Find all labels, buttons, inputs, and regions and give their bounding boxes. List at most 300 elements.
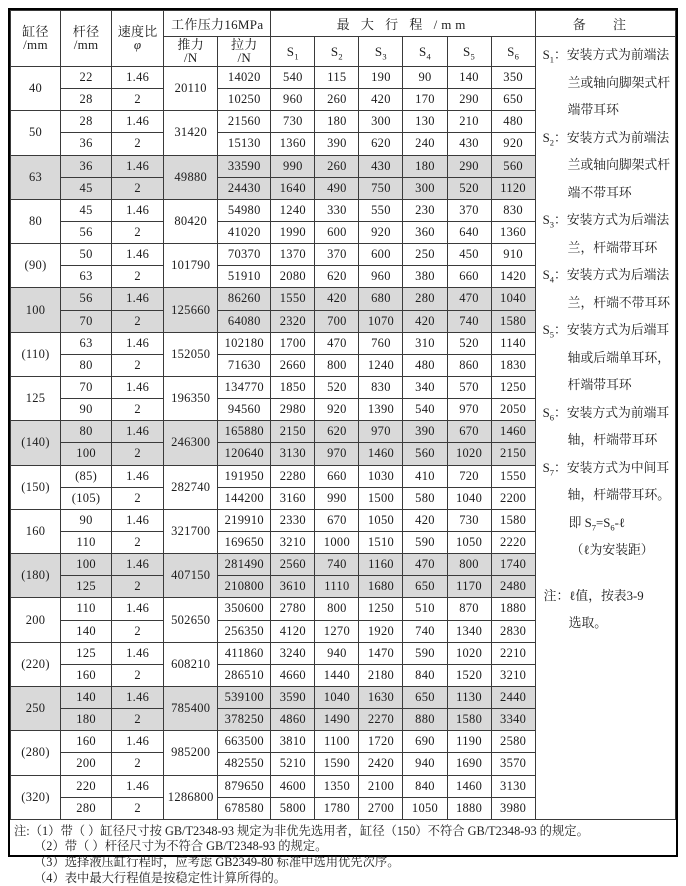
stroke-cell-s6: 2830 — [491, 620, 535, 642]
pull-cell: 663500 — [218, 731, 271, 753]
ratio-cell: 1.46 — [112, 598, 164, 620]
stroke-cell-s5: 660 — [447, 266, 491, 288]
cylinder-spec-table — [10, 10, 676, 820]
stroke-cell-s3: 1500 — [359, 487, 403, 509]
stroke-cell-s4: 240 — [403, 133, 447, 155]
pull-header-label: 拉力 — [230, 37, 258, 52]
stroke-cell-s6: 1580 — [491, 509, 535, 531]
pull-cell: 219910 — [218, 509, 271, 531]
pull-cell: 678580 — [218, 797, 271, 819]
stroke-cell-s2: 260 — [315, 155, 359, 177]
stroke-cell-s4: 90 — [403, 67, 447, 89]
thrust-cell: 101790 — [164, 244, 218, 288]
rod-cell: 28 — [61, 111, 112, 133]
bore-cell: (90) — [11, 244, 61, 288]
stroke-cell-s4: 880 — [403, 709, 447, 731]
thrust-cell: 49880 — [164, 155, 218, 199]
pull-cell: 144200 — [218, 487, 271, 509]
bore-cell: 63 — [11, 155, 61, 199]
rod-cell: 70 — [61, 310, 112, 332]
thrust-cell: 785400 — [164, 686, 218, 730]
stroke-cell-s5: 430 — [447, 133, 491, 155]
rod-cell: 110 — [61, 531, 112, 553]
stroke-cell-s6: 1040 — [491, 288, 535, 310]
stroke-cell-s5: 290 — [447, 155, 491, 177]
stroke-cell-s3: 1460 — [359, 443, 403, 465]
bore-cell: (220) — [11, 642, 61, 686]
thrust-cell: 246300 — [164, 421, 218, 465]
stroke-cell-s3: 750 — [359, 177, 403, 199]
thrust-cell: 502650 — [164, 598, 218, 642]
stroke-cell-s4: 940 — [403, 753, 447, 775]
stroke-cell-s4: 340 — [403, 376, 447, 398]
stroke-cell-s3: 1470 — [359, 642, 403, 664]
stroke-cell-s5: 290 — [447, 89, 491, 111]
stroke-cell-s2: 330 — [315, 199, 359, 221]
pull-cell: 94560 — [218, 399, 271, 421]
pull-cell: 256350 — [218, 620, 271, 642]
stroke-cell-s6: 1360 — [491, 221, 535, 243]
stroke-cell-s2: 370 — [315, 244, 359, 266]
stroke-cell-s2: 1780 — [315, 797, 359, 819]
bore-cell: 80 — [11, 199, 61, 243]
stroke-cell-s4: 420 — [403, 509, 447, 531]
stroke-cell-s4: 180 — [403, 155, 447, 177]
stroke-cell-s6: 1250 — [491, 376, 535, 398]
bore-cell: 125 — [11, 376, 61, 420]
stroke-cell-s5: 860 — [447, 354, 491, 376]
stroke-cell-s2: 420 — [315, 288, 359, 310]
ratio-cell: 1.46 — [112, 67, 164, 89]
thrust-header-label: 推力 — [177, 37, 205, 52]
pull-cell: 71630 — [218, 354, 271, 376]
stroke-cell-s1: 1360 — [271, 133, 315, 155]
stroke-cell-s2: 1490 — [315, 709, 359, 731]
ratio-cell: 2 — [112, 266, 164, 288]
stroke-cell-s1: 1990 — [271, 221, 315, 243]
stroke-cell-s5: 1690 — [447, 753, 491, 775]
rod-cell: 56 — [61, 288, 112, 310]
bore-cell: 40 — [11, 67, 61, 111]
ratio-cell: 1.46 — [112, 554, 164, 576]
ratio-cell: 1.46 — [112, 288, 164, 310]
ratio-cell: 1.46 — [112, 509, 164, 531]
bore-header-label: 缸径 — [22, 24, 49, 39]
pull-cell: 70370 — [218, 244, 271, 266]
ratio-cell: 1.46 — [112, 155, 164, 177]
ratio-cell: 1.46 — [112, 376, 164, 398]
remark-item: $S_7$：安装方式为中间耳轴，杆端带耳环。 — [542, 460, 671, 502]
stroke-cell-s6: 3980 — [491, 797, 535, 819]
stroke-cell-s2: 1440 — [315, 664, 359, 686]
rod-header-unit: /mm — [73, 37, 99, 52]
stroke-cell-s5: 1580 — [447, 709, 491, 731]
stroke-cell-s1: 2660 — [271, 354, 315, 376]
stroke-cell-s2: 1590 — [315, 753, 359, 775]
stroke-cell-s2: 800 — [315, 598, 359, 620]
stroke-cell-s1: 5210 — [271, 753, 315, 775]
stroke-cell-s1: 2150 — [271, 421, 315, 443]
stroke-cell-s5: 1130 — [447, 686, 491, 708]
stroke-cell-s1: 2280 — [271, 465, 315, 487]
stroke-cell-s3: 1030 — [359, 465, 403, 487]
ratio-cell: 2 — [112, 531, 164, 553]
rod-cell: 63 — [61, 332, 112, 354]
stroke-cell-s5: 570 — [447, 376, 491, 398]
stroke-cell-s4: 170 — [403, 89, 447, 111]
stroke-cell-s4: 420 — [403, 310, 447, 332]
stroke-cell-s5: 870 — [447, 598, 491, 620]
stroke-cell-s2: 620 — [315, 421, 359, 443]
remark-note — [543, 583, 672, 638]
stroke-cell-s3: 1720 — [359, 731, 403, 753]
pull-cell: 539100 — [218, 686, 271, 708]
thrust-cell: 80420 — [164, 199, 218, 243]
stroke-cell-s5: 1460 — [447, 775, 491, 797]
stroke-cell-s4: 840 — [403, 775, 447, 797]
stroke-cell-s6: 480 — [491, 111, 535, 133]
stroke-cell-s3: 760 — [359, 332, 403, 354]
stroke-cell-s6: 2050 — [491, 399, 535, 421]
col-header-stroke: 最 大 行 程 /mm — [271, 11, 535, 37]
stroke-cell-s3: 1390 — [359, 399, 403, 421]
stroke-cell-s3: 1630 — [359, 686, 403, 708]
stroke-cell-s5: 450 — [447, 244, 491, 266]
stroke-cell-s1: 2330 — [271, 509, 315, 531]
stroke-cell-s5: 640 — [447, 221, 491, 243]
bore-cell: (320) — [11, 775, 61, 819]
ratio-cell: 1.46 — [112, 731, 164, 753]
stroke-cell-s6: 1460 — [491, 421, 535, 443]
rod-cell: 36 — [61, 133, 112, 155]
stroke-cell-s4: 250 — [403, 244, 447, 266]
stroke-cell-s3: 2100 — [359, 775, 403, 797]
rod-cell: 50 — [61, 244, 112, 266]
stroke-cell-s1: 4600 — [271, 775, 315, 797]
footnote-line: （3）选择液压缸行程时，应考虑 GB2349-80 标准中选用优先次序。 — [34, 854, 400, 869]
stroke-cell-s2: 1110 — [315, 576, 359, 598]
stroke-cell-s1: 2320 — [271, 310, 315, 332]
stroke-cell-s3: 680 — [359, 288, 403, 310]
stroke-cell-s6: 2580 — [491, 731, 535, 753]
stroke-cell-s6: 1830 — [491, 354, 535, 376]
stroke-cell-s6: 830 — [491, 199, 535, 221]
pull-cell: 378250 — [218, 709, 271, 731]
ratio-cell: 1.46 — [112, 642, 164, 664]
thrust-cell: 985200 — [164, 731, 218, 775]
stroke-cell-s6: 1580 — [491, 310, 535, 332]
rod-cell: 200 — [61, 753, 112, 775]
stroke-cell-s5: 1020 — [447, 642, 491, 664]
stroke-cell-s4: 560 — [403, 443, 447, 465]
stroke-cell-s4: 230 — [403, 199, 447, 221]
stroke-cell-s5: 720 — [447, 465, 491, 487]
stroke-cell-s1: 2980 — [271, 399, 315, 421]
pull-cell: 120640 — [218, 443, 271, 465]
rod-cell: 160 — [61, 731, 112, 753]
stroke-cell-s3: 1510 — [359, 531, 403, 553]
stroke-cell-s4: 380 — [403, 266, 447, 288]
ratio-cell: 2 — [112, 576, 164, 598]
stroke-cell-s5: 1050 — [447, 531, 491, 553]
remark-item: $S_4$：安装方式为后端法兰，杆端不带耳环 — [542, 268, 671, 310]
stroke-cell-s1: 2780 — [271, 598, 315, 620]
rod-cell: 140 — [61, 686, 112, 708]
col-header-s5: $S_5$ — [447, 37, 491, 67]
stroke-cell-s4: 650 — [403, 686, 447, 708]
stroke-cell-s5: 1020 — [447, 443, 491, 465]
thrust-cell: 608210 — [164, 642, 218, 686]
stroke-cell-s5: 670 — [447, 421, 491, 443]
pull-cell: 54980 — [218, 199, 271, 221]
rod-cell: 220 — [61, 775, 112, 797]
pull-cell: 51910 — [218, 266, 271, 288]
stroke-cell-s5: 520 — [447, 332, 491, 354]
bore-cell: 100 — [11, 288, 61, 332]
stroke-cell-s2: 490 — [315, 177, 359, 199]
stroke-cell-s1: 4660 — [271, 664, 315, 686]
ratio-cell: 1.46 — [112, 332, 164, 354]
stroke-cell-s2: 670 — [315, 509, 359, 531]
stroke-cell-s4: 470 — [403, 554, 447, 576]
bore-cell: 50 — [11, 111, 61, 155]
stroke-cell-s6: 1120 — [491, 177, 535, 199]
rod-cell: 110 — [61, 598, 112, 620]
footnote-line: （2）带（ ）杆径尺寸为不符合 GB/T2348-93 的规定。 — [34, 839, 328, 854]
stroke-cell-s1: 2080 — [271, 266, 315, 288]
bore-cell: (280) — [11, 731, 61, 775]
stroke-cell-s3: 1920 — [359, 620, 403, 642]
rod-cell: 180 — [61, 709, 112, 731]
stroke-cell-s2: 600 — [315, 221, 359, 243]
pull-cell: 482550 — [218, 753, 271, 775]
pull-cell: 15130 — [218, 133, 271, 155]
stroke-cell-s1: 4860 — [271, 709, 315, 731]
stroke-cell-s6: 1550 — [491, 465, 535, 487]
col-header-s3: $S_3$ — [359, 37, 403, 67]
bore-cell: (180) — [11, 554, 61, 598]
col-header-s6: $S_6$ — [491, 37, 535, 67]
ratio-cell: 1.46 — [112, 686, 164, 708]
stroke-cell-s5: 740 — [447, 310, 491, 332]
col-header-remarks: 备 注 — [535, 11, 675, 37]
stroke-cell-s2: 620 — [315, 266, 359, 288]
stroke-cell-s1: 960 — [271, 89, 315, 111]
thrust-cell: 20110 — [164, 67, 218, 111]
ratio-cell: 2 — [112, 310, 164, 332]
pull-cell: 134770 — [218, 376, 271, 398]
pull-cell: 10250 — [218, 89, 271, 111]
stroke-cell-s4: 310 — [403, 332, 447, 354]
ratio-cell: 2 — [112, 89, 164, 111]
stroke-cell-s1: 4120 — [271, 620, 315, 642]
stroke-cell-s5: 970 — [447, 399, 491, 421]
ratio-cell: 2 — [112, 221, 164, 243]
ratio-cell: 1.46 — [112, 244, 164, 266]
stroke-cell-s1: 1850 — [271, 376, 315, 398]
document-sheet — [8, 8, 678, 885]
stroke-cell-s6: 2200 — [491, 487, 535, 509]
stroke-cell-s6: 1420 — [491, 266, 535, 288]
ratio-cell: 2 — [112, 753, 164, 775]
stroke-cell-s5: 370 — [447, 199, 491, 221]
thrust-cell: 31420 — [164, 111, 218, 155]
pull-cell: 102180 — [218, 332, 271, 354]
rod-cell: 140 — [61, 620, 112, 642]
rod-header-label: 杆径 — [72, 24, 100, 39]
stroke-cell-s3: 420 — [359, 89, 403, 111]
stroke-cell-s3: 620 — [359, 133, 403, 155]
stroke-cell-s2: 260 — [315, 89, 359, 111]
ratio-cell: 2 — [112, 797, 164, 819]
stroke-cell-s3: 1240 — [359, 354, 403, 376]
stroke-cell-s6: 350 — [491, 67, 535, 89]
thrust-cell: 196350 — [164, 376, 218, 420]
rod-cell: 280 — [61, 797, 112, 819]
remark-item: $S_2$：安装方式为前端法兰或轴向脚架式杆端不带耳环 — [542, 130, 671, 200]
ratio-cell: 1.46 — [112, 111, 164, 133]
rod-cell: 90 — [61, 399, 112, 421]
remark-item: $S_1$：安装方式为前端法兰或轴向脚架式杆端带耳环 — [542, 48, 671, 117]
col-header-s1: $S_1$ — [271, 37, 315, 67]
stroke-cell-s4: 580 — [403, 487, 447, 509]
thrust-cell: 282740 — [164, 465, 218, 509]
col-header-ratio — [112, 11, 164, 67]
ratio-cell: 2 — [112, 354, 164, 376]
stroke-cell-s3: 1160 — [359, 554, 403, 576]
stroke-cell-s2: 1270 — [315, 620, 359, 642]
stroke-cell-s2: 920 — [315, 399, 359, 421]
stroke-cell-s3: 190 — [359, 67, 403, 89]
stroke-cell-s6: 2210 — [491, 642, 535, 664]
rod-cell: (85) — [61, 465, 112, 487]
thrust-cell: 152050 — [164, 332, 218, 376]
stroke-cell-s3: 550 — [359, 199, 403, 221]
stroke-cell-s4: 510 — [403, 598, 447, 620]
stroke-cell-s3: 1050 — [359, 509, 403, 531]
rod-cell: 22 — [61, 67, 112, 89]
stroke-cell-s3: 1070 — [359, 310, 403, 332]
stroke-cell-s2: 660 — [315, 465, 359, 487]
pull-cell: 64080 — [218, 310, 271, 332]
pull-cell: 24430 — [218, 177, 271, 199]
stroke-cell-s4: 360 — [403, 221, 447, 243]
stroke-cell-s2: 520 — [315, 376, 359, 398]
stroke-cell-s5: 210 — [447, 111, 491, 133]
stroke-cell-s1: 1370 — [271, 244, 315, 266]
pull-cell: 286510 — [218, 664, 271, 686]
rod-cell: 80 — [61, 421, 112, 443]
ratio-cell: 2 — [112, 443, 164, 465]
bore-cell: 250 — [11, 686, 61, 730]
stroke-cell-s2: 700 — [315, 310, 359, 332]
stroke-cell-s1: 3590 — [271, 686, 315, 708]
rod-cell: 160 — [61, 664, 112, 686]
ratio-cell: 2 — [112, 709, 164, 731]
stroke-cell-s2: 470 — [315, 332, 359, 354]
pull-cell: 879650 — [218, 775, 271, 797]
stroke-cell-s3: 1680 — [359, 576, 403, 598]
stroke-cell-s5: 1040 — [447, 487, 491, 509]
rod-cell: 36 — [61, 155, 112, 177]
stroke-cell-s3: 920 — [359, 221, 403, 243]
pull-cell: 411860 — [218, 642, 271, 664]
stroke-cell-s2: 1040 — [315, 686, 359, 708]
stroke-cell-s4: 1050 — [403, 797, 447, 819]
col-header-s2: $S_2$ — [315, 37, 359, 67]
rod-cell: 90 — [61, 509, 112, 531]
stroke-cell-s3: 430 — [359, 155, 403, 177]
stroke-cell-s2: 1100 — [315, 731, 359, 753]
rod-cell: 125 — [61, 576, 112, 598]
stroke-cell-s6: 2220 — [491, 531, 535, 553]
thrust-cell: 1286800 — [164, 775, 218, 819]
stroke-cell-s5: 140 — [447, 67, 491, 89]
remark-formula-line: （ℓ为安装距） — [570, 543, 654, 557]
pull-cell: 350600 — [218, 598, 271, 620]
stroke-cell-s3: 2270 — [359, 709, 403, 731]
stroke-cell-s2: 940 — [315, 642, 359, 664]
footnotes — [10, 820, 676, 886]
stroke-cell-s1: 1700 — [271, 332, 315, 354]
thrust-cell: 321700 — [164, 509, 218, 553]
stroke-cell-s5: 800 — [447, 554, 491, 576]
stroke-cell-s2: 970 — [315, 443, 359, 465]
stroke-cell-s6: 920 — [491, 133, 535, 155]
stroke-cell-s5: 1520 — [447, 664, 491, 686]
rod-cell: 45 — [61, 177, 112, 199]
stroke-cell-s1: 3210 — [271, 531, 315, 553]
stroke-cell-s5: 730 — [447, 509, 491, 531]
stroke-cell-s1: 1640 — [271, 177, 315, 199]
stroke-cell-s2: 800 — [315, 354, 359, 376]
ratio-cell: 2 — [112, 620, 164, 642]
stroke-cell-s6: 910 — [491, 244, 535, 266]
stroke-cell-s4: 480 — [403, 354, 447, 376]
rod-cell: 100 — [61, 443, 112, 465]
remark-note-line: 注：ℓ值，按表3-9 — [543, 588, 644, 603]
rod-cell: 56 — [61, 221, 112, 243]
col-header-pressure: 工作压力16MPa — [164, 11, 271, 37]
stroke-cell-s1: 5800 — [271, 797, 315, 819]
ratio-header-label: 速度比 — [117, 24, 158, 39]
stroke-cell-s4: 690 — [403, 731, 447, 753]
ratio-cell: 1.46 — [112, 199, 164, 221]
stroke-cell-s1: 3160 — [271, 487, 315, 509]
remark-item: $S_5$：安装方式为后端耳轴或后端单耳环，杆端带耳环 — [542, 323, 671, 392]
pull-cell: 210800 — [218, 576, 271, 598]
rod-cell: 125 — [61, 642, 112, 664]
stroke-cell-s2: 115 — [315, 67, 359, 89]
rod-cell: 70 — [61, 376, 112, 398]
bore-cell: 160 — [11, 509, 61, 553]
stroke-cell-s1: 2560 — [271, 554, 315, 576]
stroke-cell-s4: 130 — [403, 111, 447, 133]
stroke-cell-s1: 540 — [271, 67, 315, 89]
stroke-cell-s2: 990 — [315, 487, 359, 509]
remark-note-line: 选取。 — [568, 616, 608, 630]
stroke-cell-s4: 300 — [403, 177, 447, 199]
rod-cell: 63 — [61, 266, 112, 288]
footnote-line: 注:（1）带（ ）缸径尺寸按 GB/T2348-93 规定为非优先选用者，缸径（150）不符合 GB/T2348-93 的规定。 — [14, 823, 589, 838]
stroke-cell-s4: 540 — [403, 399, 447, 421]
stroke-cell-s1: 3240 — [271, 642, 315, 664]
ratio-cell: 1.46 — [112, 421, 164, 443]
stroke-cell-s2: 1350 — [315, 775, 359, 797]
rod-cell: 80 — [61, 354, 112, 376]
pull-cell: 191950 — [218, 465, 271, 487]
stroke-cell-s5: 1340 — [447, 620, 491, 642]
